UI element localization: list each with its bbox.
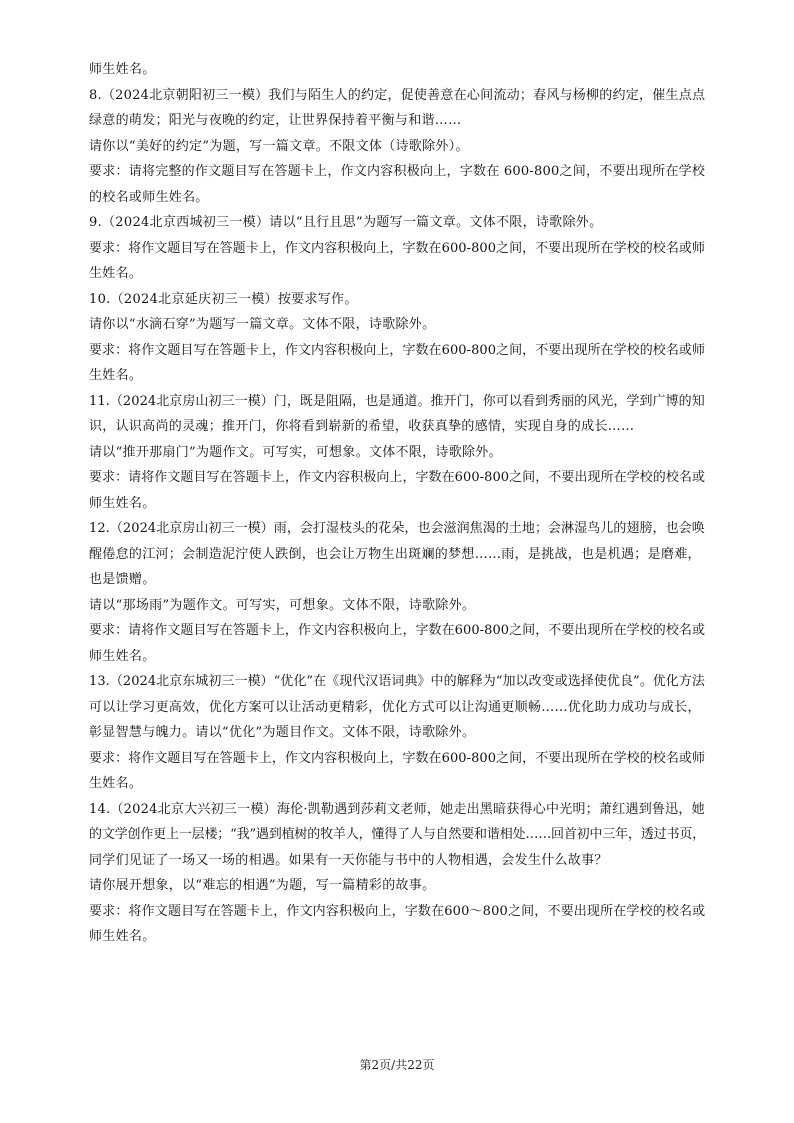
text-line: 12.（2024北京房山初三一模）雨，会打湿枝头的花朵，也会滋润焦渴的土地；会淋湿鸟儿的翅膀，也会唤 [89, 521, 705, 536]
text-line: 要求：将作文题目写在答题卡上，作文内容积极向上，字数在600-800之间，不要出现所在学校的校名或师 [89, 240, 706, 256]
text-line: 请你以“水滴石穿”为题写一篇文章。文体不限，诗歌除外。 [89, 317, 436, 332]
text-line: 识，认识高尚的灵魂；推开门，你将看到崭新的希望，收获真挚的感情，实现自身的成长…… [89, 419, 635, 434]
text-line: 绿意的萌发；阳光与夜晚的约定，让世界保持着平衡与和谐…… [89, 113, 462, 128]
text-line: 生姓名。 [89, 776, 143, 791]
text-line: 9.（2024北京西城初三一模）请以“且行且思”为题写一篇文章。文体不限，诗歌除外。 [89, 215, 603, 230]
text-line: 生姓名。 [89, 266, 143, 281]
document-body [89, 57, 705, 950]
text-line: 请以“那场雨”为题作文。可写实，可想象。文体不限，诗歌除外。 [89, 597, 476, 613]
text-line: 生姓名。 [89, 368, 143, 383]
text-line: 彰显智慧与魄力。请以“优化”为题目作文。文体不限，诗歌除外。 [89, 725, 476, 740]
text-line: 的校名或师生姓名。 [89, 189, 209, 205]
text-line: 请以“推开那扇门”为题作文。可写实，可想象。文体不限，诗歌除外。 [89, 444, 502, 460]
text-line: 8.（2024北京朝阳初三一模）我们与陌生人的约定，促使善意在心间流动；春风与杨柳的约定，催生点点 [89, 87, 706, 103]
text-line: 要求：请将作文题目写在答题卡上，作文内容积极向上，字数在600-800之间，不要出现所在学校的校名或 [89, 623, 706, 638]
text-line: 师生姓名。 [89, 648, 156, 664]
text-line: 13.（2024北京东城初三一模）“优化”在《现代汉语词典》中的解释为“加以改变或选择使优良”。优化方法 [89, 674, 705, 689]
text-line: 师生姓名。 [89, 495, 156, 511]
page-number: 第2页/共22页 [359, 1058, 435, 1072]
text-line: 也是馈赠。 [89, 572, 156, 587]
text-line: 要求：将作文题目写在答题卡上，作文内容积极向上，字数在600-800之间，不要出现所在学校的校名或师 [89, 750, 706, 766]
text-line: 11.（2024北京房山初三一模）门，既是阻隔，也是通道。推开门，你可以看到秀丽的风光，学到广博的知 [89, 393, 705, 409]
text-line: 请你展开想象，以“难忘的相遇”为题，写一篇精彩的故事。 [89, 878, 436, 893]
text-line: 可以让学习更高效，优化方案可以让活动更精彩，优化方式可以让沟通更顺畅……优化助力成功与成长， [89, 699, 701, 715]
text-line: 师生姓名。 [89, 62, 156, 77]
text-line: 要求：将作文题目写在答题卡上，作文内容积极向上，字数在600-800之间，不要出现所在学校的校名或师 [89, 342, 706, 358]
text-line: 请你以“美好的约定”为题，写一篇文章。不限文体（诗歌除外）。 [89, 138, 469, 154]
text-line: 要求：将作文题目写在答题卡上，作文内容积极向上，字数在600～800之间，不要出现所在学校的校名或 [89, 903, 706, 919]
text-line: 要求：请将完整的作文题目写在答题卡上，作文内容积极向上，字数在 600-800之间，不要出现所在学校 [89, 164, 706, 179]
text-line: 醒倦怠的江河；会制造泥泞使人跌倒，也会让万物生出斑斓的梦想……雨，是挑战，也是机遇；是磨难， [89, 546, 701, 562]
text-line: 师生姓名。 [89, 929, 156, 944]
text-line: 14.（2024北京大兴初三一模）海伦·凯勒遇到莎莉文老师，她走出黑暗获得心中光明；萧红遇到鲁迅，她 [89, 801, 705, 817]
text-line: 要求：请将作文题目写在答题卡上，作文内容积极向上，字数在600-800之间，不要出现所在学校的校名或 [89, 470, 706, 485]
text-line: 10.（2024北京延庆初三一模）按要求写作。 [89, 291, 358, 307]
text-line: 的文学创作更上一层楼；“我”遇到植树的牧羊人，懂得了人与自然要和谐相处……回首初中三年，透过书页， [89, 827, 705, 842]
text-line: 同学们见证了一场又一场的相遇。如果有一天你能与书中的人物相遇，会发生什么故事？ [89, 852, 608, 868]
